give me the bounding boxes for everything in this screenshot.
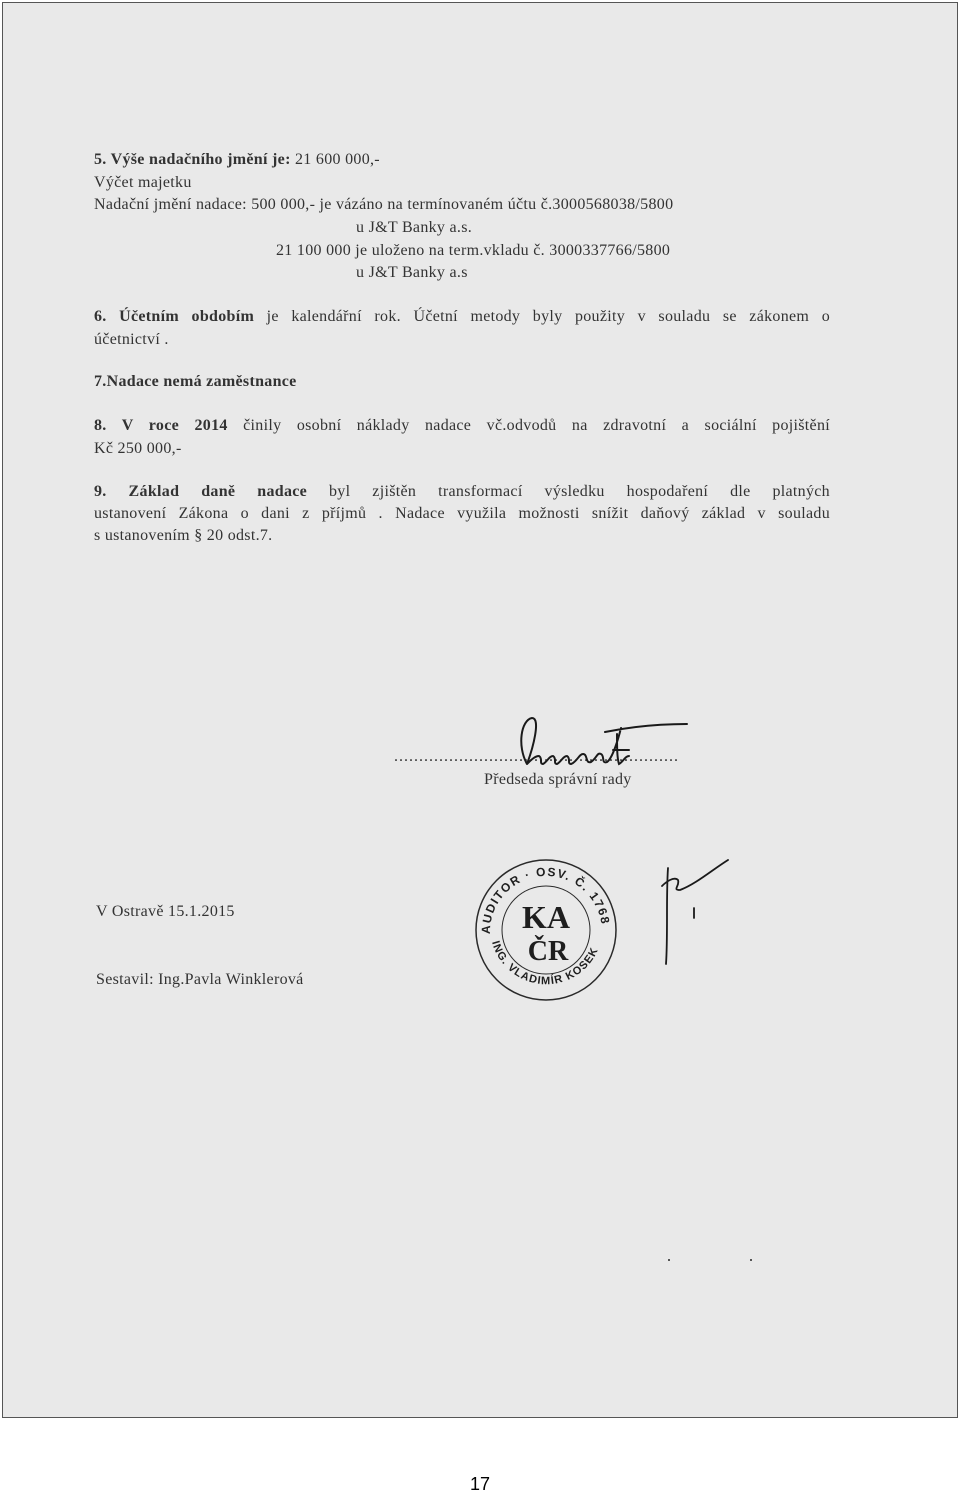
section-5-line-4: u J&T Banky a.s. xyxy=(356,219,473,236)
compiled-by: Sestavil: Ing.Pavla Winklerová xyxy=(96,971,304,988)
section-5-title: 5. Výše nadačního jmění je: xyxy=(94,151,291,168)
section-6-line-1 xyxy=(94,306,830,327)
section-6-text-1: je kalendářní rok. Účetní metody byly použity v souladu se zákonem o xyxy=(254,308,830,325)
auditor-signature xyxy=(650,856,740,968)
place-date: V Ostravě 15.1.2015 xyxy=(96,903,235,920)
section-9-line-2: ustanovení Zákona o dani z příjmů . Nadace využila možnosti snížit daňový základ v souladu xyxy=(94,505,830,522)
section-9-title: 9. Základ daně nadace xyxy=(94,483,308,500)
scan-speck xyxy=(668,1259,670,1261)
auditor-stamp xyxy=(470,852,620,1002)
section-8-line-1 xyxy=(94,415,830,436)
section-5-amount: 21 600 000,- xyxy=(290,151,380,168)
section-7: 7.Nadace nemá zaměstnance xyxy=(94,373,297,390)
section-9-line-1 xyxy=(94,481,830,502)
stamp-top-text: AUDITOR · OSV. Č. 1768 xyxy=(478,864,613,935)
section-9-text-1: byl zjištěn transformací výsledku hospodaření dle platných xyxy=(307,483,830,500)
section-5-line-5: 21 100 000 je uloženo na term.vkladu č. 3000337766/5800 xyxy=(276,242,671,259)
scan-speck xyxy=(750,1259,752,1261)
section-5-line-3: Nadační jmění nadace: 500 000,- je vázáno na termínovaném účtu č.3000568038/5800 xyxy=(94,196,674,213)
stamp-center-top: KA xyxy=(522,899,570,935)
section-5-line-2: Výčet majetku xyxy=(94,174,192,191)
section-6-line-2: účetnictví . xyxy=(94,331,169,348)
scanned-page xyxy=(2,2,958,1418)
section-9-line-3: s ustanovením § 20 odst.7. xyxy=(94,527,273,544)
chairman-signature xyxy=(505,712,700,770)
section-8-title: 8. V roce 2014 xyxy=(94,417,228,434)
stamp-center-bottom: ČR xyxy=(527,936,569,967)
stamp-bottom-text: ING. VLADIMÍR KOSEK xyxy=(489,939,601,988)
section-8-line-2: Kč 250 000,- xyxy=(94,440,182,457)
signature-label: Předseda správní rady xyxy=(484,771,632,788)
section-5-line-6: u J&T Banky a.s xyxy=(356,264,468,281)
section-6-title: 6. Účetním obdobím xyxy=(94,308,255,325)
section-8-text-1: činily osobní náklady nadace vč.odvodů na zdravotní a sociální pojištění xyxy=(227,417,830,434)
signature-dotted-line: ......................................................... xyxy=(394,748,679,765)
page-number: 17 xyxy=(469,1474,491,1494)
section-5-heading xyxy=(94,150,380,169)
